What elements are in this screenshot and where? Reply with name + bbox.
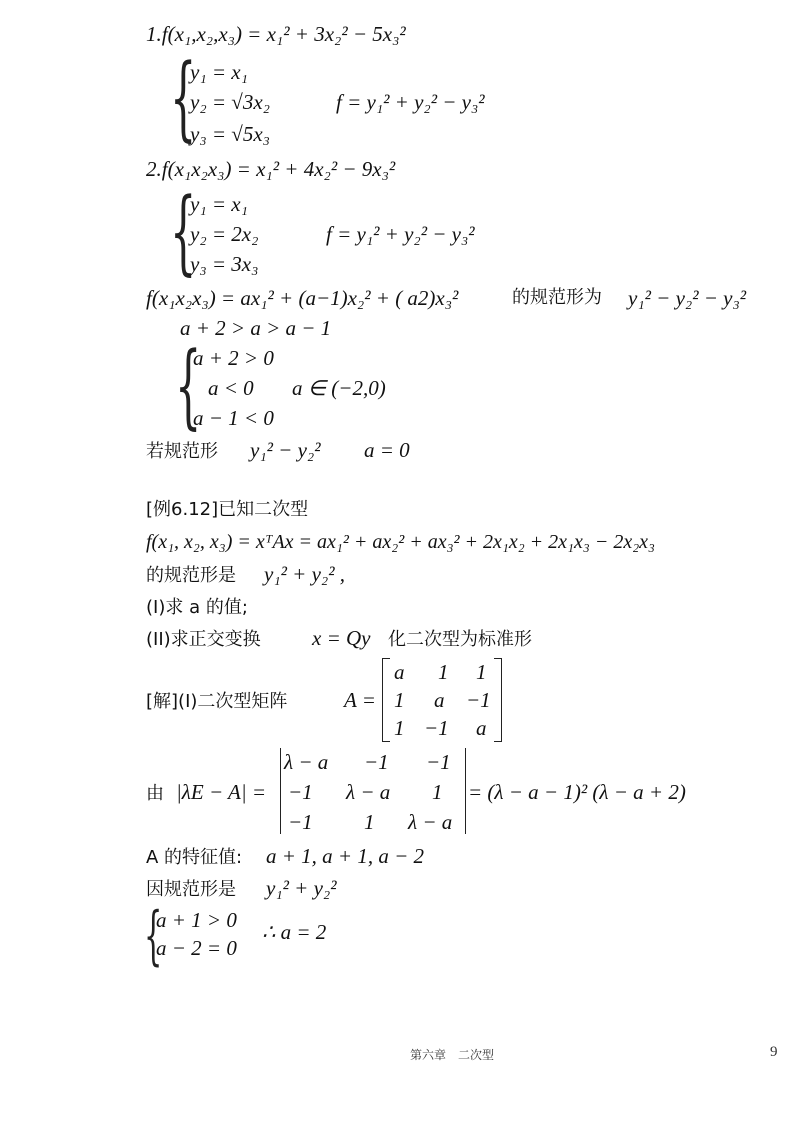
chapter-footer: 第六章 二次型 [410,1048,495,1062]
matrix-a-cell: 1 [476,660,487,684]
problem3-statement-form: y₁² − y₂² − y₃² [628,286,747,310]
problem3-statement-text: 的规范形为 [512,287,602,308]
problem1-result: f = y₁² + y₂² − y₃² [336,90,485,114]
system-line-2: a − 2 = 0 [156,936,237,960]
problem2-sub1: y₁ = x₁ [190,192,248,216]
example-form: f(x₁, x₂, x₃) = xᵀAx = ax₁² + ax₂² + ax₃² + 2x₁x₂ + 2x₁x₃ − 2x₂x₃ [146,531,655,553]
problem1-sub3: y₃ = √5x₃ [190,122,270,146]
matrix-a-right-bracket [494,658,502,742]
det-left-bar [280,748,281,834]
problem3-alt-form: y₁² − y₂² [250,438,321,462]
eigen-values: a + 1, a + 1, a − 2 [266,844,425,868]
reason-form: y₁² + y₂² [266,876,337,900]
page-number: 9 [770,1044,778,1060]
det-cell: −1 [288,780,313,804]
det-cell: 1 [364,810,375,834]
det-cell: −1 [364,750,389,774]
matrix-a-cell: −1 [466,688,491,712]
problem3-alt-answer: a = 0 [364,438,410,462]
problem3-range: a ∈ (−2,0) [292,376,386,400]
example-given-form: y₁² + y₂² , [264,562,346,586]
problem3-statement: f(x₁x₂x₃) = ax₁² + (a−1)x₂² + ( a2)x₃² [146,286,459,310]
det-rhs: = (λ − a − 1)² (λ − a + 2) [468,780,686,804]
matrix-a-cell: a [394,660,405,684]
problem2-sub3: y₃ = 3x₃ [190,252,259,276]
det-matrix [280,748,466,834]
reason-text: 因规范形是 [146,879,236,900]
problem3-cond2: a < 0 [208,376,254,400]
example-question-2-tail: 化二次型为标准形 [388,629,532,650]
matrix-a [382,658,502,742]
conclusion: ∴ a = 2 [262,920,327,944]
system-line-1: a + 1 > 0 [156,908,237,932]
det-cell: λ − a [346,780,391,804]
det-right-bar [465,748,466,834]
problem3-cond1: a + 2 > 0 [193,346,274,370]
det-cell: λ − a [284,750,329,774]
example-question-2-math: x = Qy [312,626,371,650]
system-brace: { [144,899,163,973]
det-cell: −1 [426,750,451,774]
example-title: [例6.12]已知二次型 [146,499,309,520]
det-intro: 由 [146,783,164,804]
problem2-sub2: y₂ = 2x₂ [190,222,259,246]
matrix-a-left-bracket [382,658,390,742]
matrix-a-cell: a [434,688,445,712]
det-cell: −1 [288,810,313,834]
matrix-lhs: A = [344,688,376,712]
matrix-a-cell: 1 [438,660,449,684]
problem1-sub2: y₂ = √3x₂ [190,90,270,114]
example-question-1: (I)求 a 的值; [146,597,248,618]
problem1-brace: { [170,44,197,151]
example-given-text: 的规范形是 [146,565,236,586]
matrix-a-cell: 1 [394,688,405,712]
problem2-brace: { [170,178,197,285]
det-lhs: |λE − A| = [176,780,267,804]
eigen-text: A 的特征值: [146,847,243,868]
problem1-sub1: y₁ = x₁ [190,60,248,84]
problem2-result: f = y₁² + y₂² − y₃² [326,222,475,246]
matrix-a-cell: 1 [394,716,405,740]
matrix-a-cell: a [476,716,487,740]
example-question-2: (II)求正交变换 [146,629,261,650]
problem1-heading: 1.f(x₁,x₂,x₃) = x₁² + 3x₂² − 5x₃² [146,22,406,46]
solution-intro: [解](I)二次型矩阵 [146,691,288,712]
problem3-cond3: a − 1 < 0 [193,406,274,430]
det-cell: λ − a [408,810,453,834]
problem2-heading: 2.f(x₁x₂x₃) = x₁² + 4x₂² − 9x₃² [146,157,396,181]
problem3-alt-text: 若规范形 [146,441,218,462]
problem3-order: a + 2 > a > a − 1 [180,316,332,340]
matrix-a-cell: −1 [424,716,449,740]
problem3-brace: { [175,332,202,439]
det-cell: 1 [432,780,443,804]
